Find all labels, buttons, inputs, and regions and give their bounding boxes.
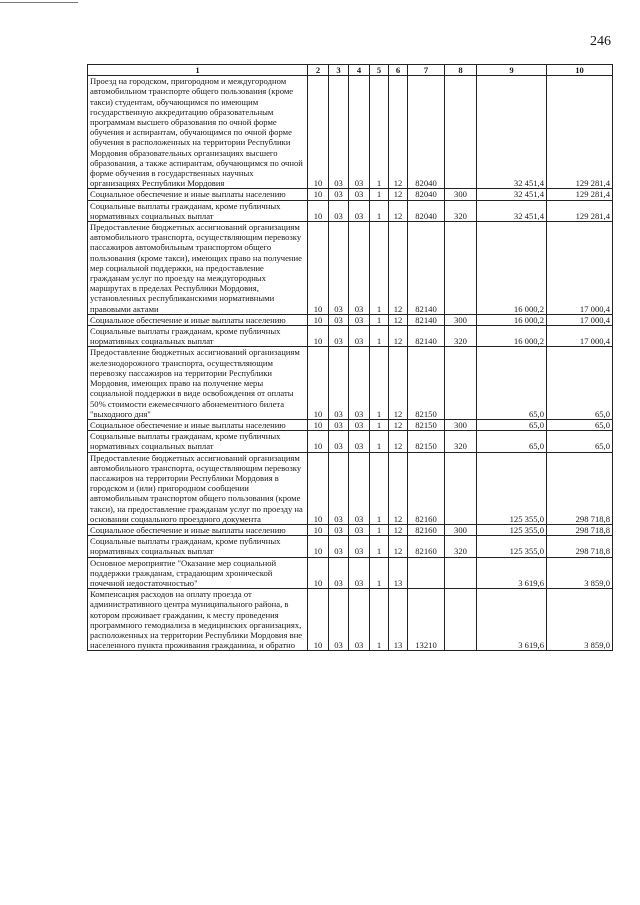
- row-cell-col-7: 82040: [408, 76, 445, 189]
- row-cell-col-2: 10: [308, 76, 329, 189]
- row-cell-col-9: 125 355,0: [477, 524, 547, 535]
- row-cell-col-7: 82150: [408, 431, 445, 452]
- row-cell-col-4: 03: [349, 536, 370, 557]
- row-cell-col-8: 320: [445, 200, 477, 221]
- row-cell-col-8: 300: [445, 419, 477, 430]
- row-cell-col-9: 16 000,2: [477, 222, 547, 315]
- row-cell-col-8: [445, 76, 477, 189]
- row-cell-col-9: 3 619,6: [477, 589, 547, 651]
- row-cell-col-6: 12: [389, 419, 408, 430]
- row-cell-col-6: 12: [389, 76, 408, 189]
- row-cell-col-7: 82160: [408, 452, 445, 524]
- row-cell-col-4: 03: [349, 557, 370, 589]
- row-cell-col-3: 03: [329, 524, 349, 535]
- row-cell-col-7: 82150: [408, 419, 445, 430]
- row-cell-col-4: 03: [349, 222, 370, 315]
- row-cell-col-9: 65,0: [477, 431, 547, 452]
- row-cell-col-2: 10: [308, 347, 329, 419]
- row-cell-col-8: 320: [445, 431, 477, 452]
- row-cell-col-8: [445, 557, 477, 589]
- row-cell-col-7: 82140: [408, 326, 445, 347]
- row-cell-col-7: [408, 557, 445, 589]
- row-cell-col-8: 320: [445, 326, 477, 347]
- table-row: [88, 314, 613, 325]
- row-cell-col-3: 03: [329, 314, 349, 325]
- row-cell-col-8: [445, 347, 477, 419]
- header-col-1: 1: [88, 65, 308, 76]
- row-cell-col-10: 65,0: [547, 419, 613, 430]
- row-cell-col-10: 129 281,4: [547, 76, 613, 189]
- row-cell-col-4: 03: [349, 524, 370, 535]
- row-cell-col-3: 03: [329, 76, 349, 189]
- row-cell-col-9: 65,0: [477, 419, 547, 430]
- row-cell-col-7: 82160: [408, 536, 445, 557]
- row-cell-col-5: 1: [370, 200, 389, 221]
- row-cell-col-2: 10: [308, 222, 329, 315]
- row-cell-col-9: 32 451,4: [477, 200, 547, 221]
- row-cell-col-3: 03: [329, 557, 349, 589]
- page-number: 246: [590, 34, 611, 49]
- row-description: Социальное обеспечение и иные выплаты населению: [88, 189, 308, 200]
- row-cell-col-10: 65,0: [547, 347, 613, 419]
- row-cell-col-3: 03: [329, 189, 349, 200]
- row-cell-col-4: 03: [349, 419, 370, 430]
- row-cell-col-3: 03: [329, 222, 349, 315]
- header-col-4: 4: [349, 65, 370, 76]
- row-cell-col-8: 300: [445, 189, 477, 200]
- row-cell-col-6: 12: [389, 452, 408, 524]
- row-cell-col-3: 03: [329, 589, 349, 651]
- row-description: Компенсация расходов на оплату проезда от административного центра муниципального района, в котором проживает гражданин, к месту проведения программного гемодиализа в медицинских организациях, расположенных на территории Республики Мордовия вне населенного пункта проживания гражданина, и обратно: [88, 589, 308, 651]
- row-cell-col-8: [445, 222, 477, 315]
- row-description: Социальные выплаты гражданам, кроме публичных нормативных социальных выплат: [88, 536, 308, 557]
- row-cell-col-3: 03: [329, 200, 349, 221]
- row-cell-col-9: 65,0: [477, 347, 547, 419]
- row-cell-col-5: 1: [370, 76, 389, 189]
- row-description: Социальные выплаты гражданам, кроме публичных нормативных социальных выплат: [88, 431, 308, 452]
- row-cell-col-10: 17 000,4: [547, 326, 613, 347]
- row-cell-col-8: [445, 452, 477, 524]
- row-cell-col-6: 12: [389, 326, 408, 347]
- row-cell-col-2: 10: [308, 557, 329, 589]
- row-cell-col-7: 82150: [408, 347, 445, 419]
- table-row: [88, 347, 613, 419]
- row-cell-col-5: 1: [370, 431, 389, 452]
- row-cell-col-10: 298 718,8: [547, 536, 613, 557]
- row-cell-col-4: 03: [349, 200, 370, 221]
- row-cell-col-5: 1: [370, 189, 389, 200]
- row-cell-col-4: 03: [349, 76, 370, 189]
- row-description: Социальное обеспечение и иные выплаты населению: [88, 419, 308, 430]
- row-cell-col-4: 03: [349, 314, 370, 325]
- row-cell-col-6: 13: [389, 557, 408, 589]
- row-cell-col-2: 10: [308, 326, 329, 347]
- row-cell-col-6: 12: [389, 524, 408, 535]
- table-row: [88, 222, 613, 315]
- row-cell-col-5: 1: [370, 326, 389, 347]
- row-cell-col-3: 03: [329, 419, 349, 430]
- table-row: [88, 76, 613, 189]
- row-cell-col-4: 03: [349, 347, 370, 419]
- row-cell-col-10: 298 718,8: [547, 524, 613, 535]
- row-cell-col-6: 12: [389, 222, 408, 315]
- row-cell-col-4: 03: [349, 452, 370, 524]
- row-cell-col-8: 300: [445, 524, 477, 535]
- row-cell-col-3: 03: [329, 347, 349, 419]
- row-description: Проезд на городском, пригородном и междугородном автомобильном транспорте общего пользования (кроме такси) студентам, обучающимся по имеющим государственную аккредитацию образовательным программам высшего образования по очной форме обучения и аспирантам, обучающимся по очной форме обучения в расположенных на территории Республики Мордовия образовательных организациях высшего образования, а также аспирантам, обучающимся по очной форме обучения в государственных научных организациях Республики Мордовия: [88, 76, 308, 189]
- table-row: [88, 189, 613, 200]
- row-cell-col-9: 125 355,0: [477, 452, 547, 524]
- table-row: [88, 200, 613, 221]
- row-cell-col-5: 1: [370, 347, 389, 419]
- header-col-5: 5: [370, 65, 389, 76]
- row-cell-col-9: 32 451,4: [477, 189, 547, 200]
- row-cell-col-10: 3 859,0: [547, 589, 613, 651]
- header-col-3: 3: [329, 65, 349, 76]
- row-cell-col-5: 1: [370, 536, 389, 557]
- row-cell-col-7: 82040: [408, 200, 445, 221]
- row-cell-col-3: 03: [329, 536, 349, 557]
- row-cell-col-2: 10: [308, 589, 329, 651]
- row-cell-col-4: 03: [349, 326, 370, 347]
- row-description: Социальные выплаты гражданам, кроме публичных нормативных социальных выплат: [88, 326, 308, 347]
- row-cell-col-5: 1: [370, 557, 389, 589]
- row-cell-col-4: 03: [349, 189, 370, 200]
- row-cell-col-7: 82040: [408, 189, 445, 200]
- row-cell-col-3: 03: [329, 431, 349, 452]
- row-cell-col-7: 82140: [408, 314, 445, 325]
- row-cell-col-5: 1: [370, 524, 389, 535]
- row-cell-col-10: 298 718,8: [547, 452, 613, 524]
- row-cell-col-2: 10: [308, 536, 329, 557]
- row-cell-col-3: 03: [329, 326, 349, 347]
- table-row: [88, 431, 613, 452]
- row-description: Предоставление бюджетных ассигнований организациям автомобильного транспорта, осуществляющим перевозку пассажиров на территории Республики Мордовия в городском и (или) пригородном сообщении автомобильным транспортом общего пользования (кроме такси), на предоставление гражданам услуг по проезду на основании социального проездного документа: [88, 452, 308, 524]
- row-cell-col-9: 32 451,4: [477, 76, 547, 189]
- table-row: [88, 419, 613, 430]
- row-cell-col-9: 125 355,0: [477, 536, 547, 557]
- row-cell-col-2: 10: [308, 189, 329, 200]
- row-cell-col-4: 03: [349, 431, 370, 452]
- table-row: [88, 557, 613, 589]
- row-cell-col-8: [445, 589, 477, 651]
- row-cell-col-10: 129 281,4: [547, 189, 613, 200]
- row-description: Социальное обеспечение и иные выплаты населению: [88, 314, 308, 325]
- row-cell-col-2: 10: [308, 419, 329, 430]
- row-cell-col-5: 1: [370, 589, 389, 651]
- row-cell-col-9: 16 000,2: [477, 326, 547, 347]
- row-cell-col-10: 17 000,4: [547, 314, 613, 325]
- row-cell-col-2: 10: [308, 314, 329, 325]
- row-description: Предоставление бюджетных ассигнований организациям железнодорожного транспорта, осуществляющим перевозку пассажиров на территории Республики Мордовия, имеющих право на получение меры социальной поддержки в виде освобождения от оплаты 50% стоимости ежемесячного абонементного билета "выходного дня": [88, 347, 308, 419]
- row-cell-col-6: 12: [389, 431, 408, 452]
- row-cell-col-2: 10: [308, 200, 329, 221]
- row-cell-col-4: 03: [349, 589, 370, 651]
- row-cell-col-6: 12: [389, 536, 408, 557]
- row-cell-col-8: 300: [445, 314, 477, 325]
- row-cell-col-10: 3 859,0: [547, 557, 613, 589]
- row-cell-col-5: 1: [370, 314, 389, 325]
- header-row: [88, 65, 613, 76]
- row-cell-col-2: 10: [308, 452, 329, 524]
- header-col-9: 9: [477, 65, 547, 76]
- row-description: Социальные выплаты гражданам, кроме публичных нормативных социальных выплат: [88, 200, 308, 221]
- table-row: [88, 589, 613, 651]
- row-cell-col-6: 12: [389, 189, 408, 200]
- row-cell-col-8: 320: [445, 536, 477, 557]
- table-row: [88, 536, 613, 557]
- row-description: Основное мероприятие "Оказание мер социальной поддержки гражданам, страдающим хронической почечной недостаточностью": [88, 557, 308, 589]
- header-col-2: 2: [308, 65, 329, 76]
- row-cell-col-2: 10: [308, 431, 329, 452]
- row-cell-col-7: 82140: [408, 222, 445, 315]
- header-col-8: 8: [445, 65, 477, 76]
- row-cell-col-7: 82160: [408, 524, 445, 535]
- row-cell-col-6: 12: [389, 200, 408, 221]
- row-cell-col-10: 17 000,4: [547, 222, 613, 315]
- row-cell-col-9: 3 619,6: [477, 557, 547, 589]
- row-description: Предоставление бюджетных ассигнований организациям автомобильного транспорта, осуществляющим перевозку пассажиров автомобильным транспортом общего пользования (кроме такси), имеющих право на получение мер социальной поддержки, на предоставление гражданам услуг по проезду на междугородных маршрутах в пределах Республики Мордовия, установленных республиканскими нормативными правовыми актами: [88, 222, 308, 315]
- row-description: Социальное обеспечение и иные выплаты населению: [88, 524, 308, 535]
- top-rule: [0, 2, 78, 3]
- row-cell-col-5: 1: [370, 419, 389, 430]
- table-row: [88, 524, 613, 535]
- row-cell-col-5: 1: [370, 452, 389, 524]
- header-col-7: 7: [408, 65, 445, 76]
- row-cell-col-5: 1: [370, 222, 389, 315]
- row-cell-col-3: 03: [329, 452, 349, 524]
- table-row: [88, 326, 613, 347]
- row-cell-col-6: 13: [389, 589, 408, 651]
- header-col-10: 10: [547, 65, 613, 76]
- row-cell-col-6: 12: [389, 347, 408, 419]
- budget-table: [87, 64, 613, 651]
- row-cell-col-9: 16 000,2: [477, 314, 547, 325]
- row-cell-col-10: 129 281,4: [547, 200, 613, 221]
- table-row: [88, 452, 613, 524]
- row-cell-col-10: 65,0: [547, 431, 613, 452]
- row-cell-col-6: 12: [389, 314, 408, 325]
- row-cell-col-7: 13210: [408, 589, 445, 651]
- row-cell-col-2: 10: [308, 524, 329, 535]
- header-col-6: 6: [389, 65, 408, 76]
